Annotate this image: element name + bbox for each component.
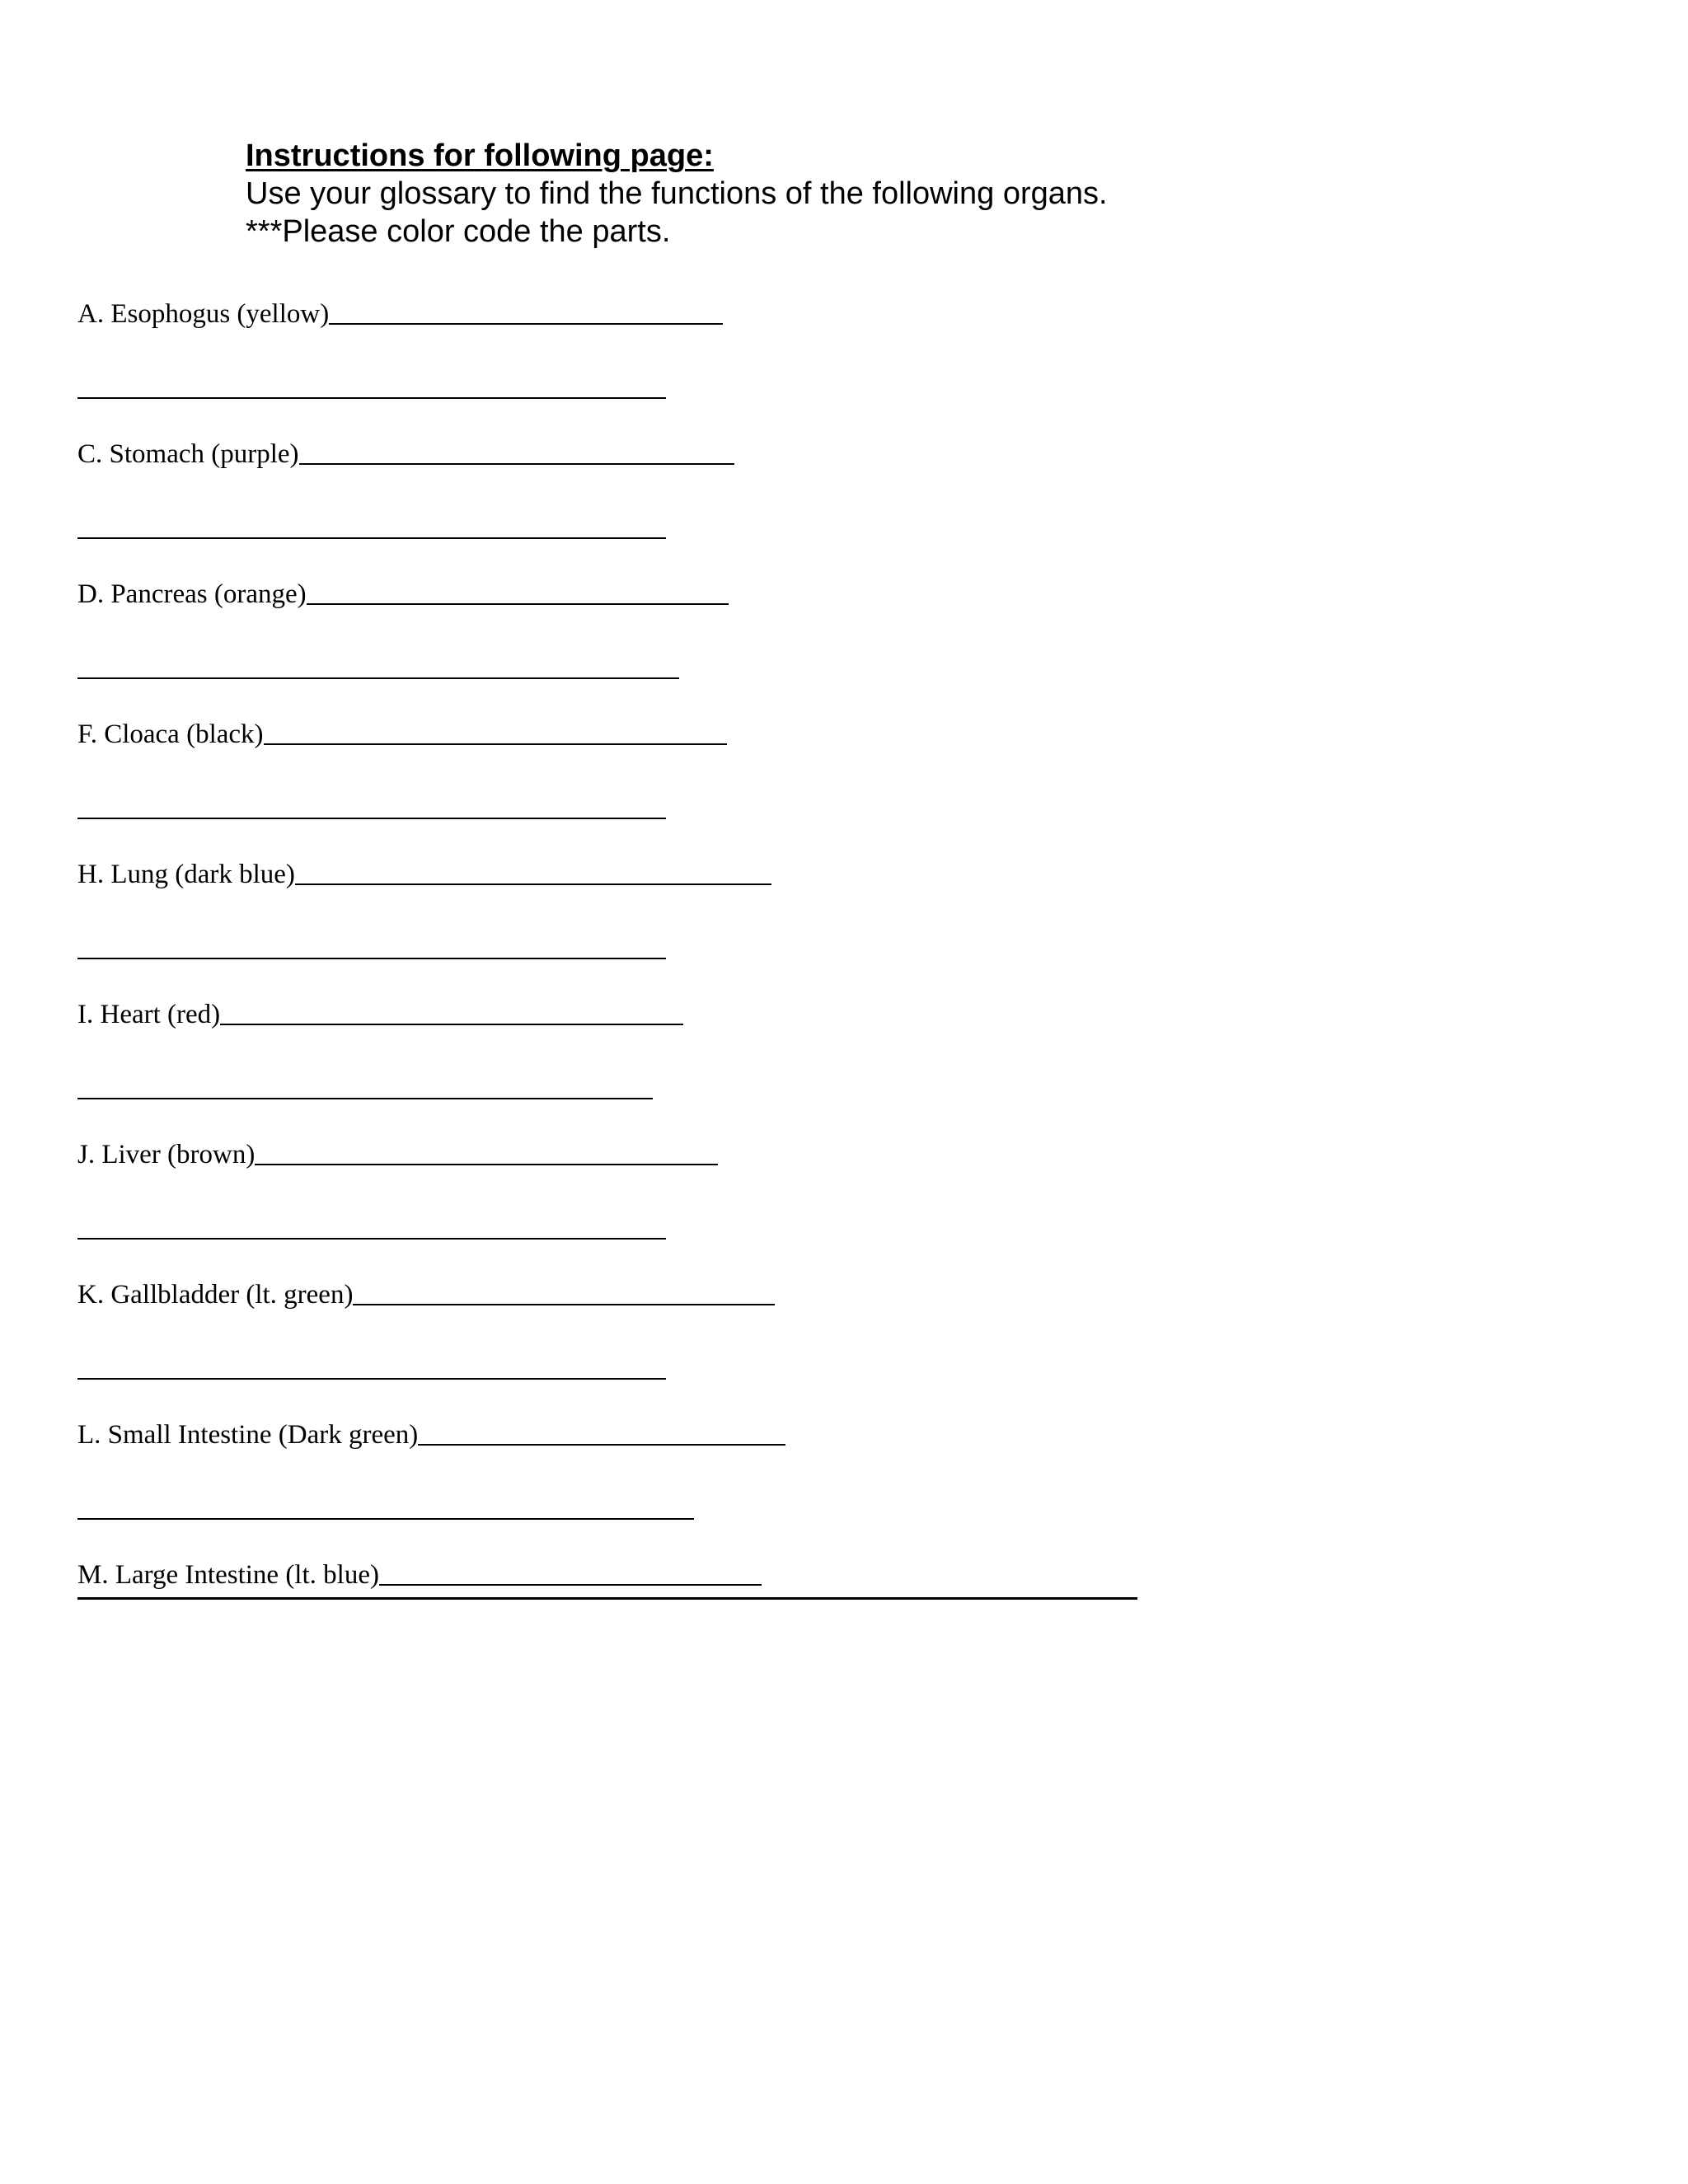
fill-in-line[interactable] — [220, 1023, 683, 1025]
organ-label: L. Small Intestine (Dark green) — [77, 1420, 419, 1450]
organ-label: K. Gallbladder (lt. green) — [77, 1280, 354, 1310]
instructions-block — [246, 137, 1108, 251]
fill-in-line[interactable] — [295, 883, 771, 885]
organ-label: I. Heart (red) — [77, 1000, 221, 1029]
fill-in-line[interactable] — [307, 602, 729, 605]
organ-label: A. Esophogus (yellow) — [77, 299, 330, 329]
fill-in-line[interactable] — [418, 1443, 785, 1446]
answer-line[interactable] — [77, 1098, 653, 1099]
instructions-line-1: Use your glossary to find the functions of the following organs. — [246, 176, 1108, 211]
fill-in-line[interactable] — [299, 462, 734, 465]
instructions-title: Instructions for following page: — [246, 138, 714, 173]
fill-in-line[interactable] — [329, 322, 723, 325]
fill-in-line[interactable] — [379, 1583, 762, 1586]
fill-in-line[interactable] — [264, 743, 727, 745]
organ-label: D. Pancreas (orange) — [77, 579, 307, 609]
answer-line[interactable] — [77, 958, 666, 959]
fill-in-line[interactable] — [353, 1303, 775, 1305]
organ-label: J. Liver (brown) — [77, 1140, 256, 1169]
instructions-line-2: ***Please color code the parts. — [246, 214, 671, 249]
organ-label: F. Cloaca (black) — [77, 719, 264, 749]
answer-line[interactable] — [77, 397, 666, 399]
answer-line[interactable] — [77, 1518, 694, 1520]
organ-label: H. Lung (dark blue) — [77, 860, 295, 889]
fill-in-line[interactable] — [255, 1163, 718, 1165]
answer-line[interactable] — [77, 818, 666, 819]
answer-line[interactable] — [77, 537, 666, 539]
answer-line[interactable] — [77, 1238, 666, 1240]
answer-line[interactable] — [77, 1597, 1137, 1600]
organ-label: M. Large Intestine (lt. blue) — [77, 1560, 379, 1590]
answer-line[interactable] — [77, 1378, 666, 1380]
organ-label: C. Stomach (purple) — [77, 439, 299, 469]
answer-line[interactable] — [77, 677, 679, 679]
